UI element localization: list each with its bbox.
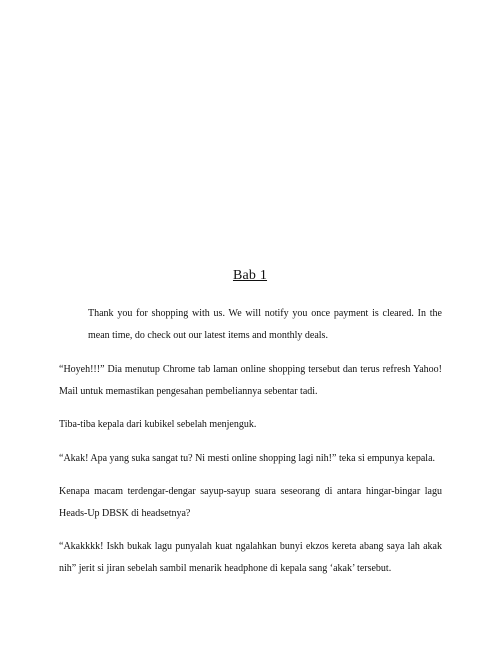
paragraph-kubikel: Tiba-tiba kepala dari kubikel sebelah menjenguk.	[59, 419, 257, 430]
paragraph-akakkkk: “Akakkkk! Iskh bukak lagu punyalah kuat ngalahkan bunyi ekzos kereta abang saya lah akak nih” jerit si jiran sebelah sambil menarik headphone di kepala sang ‘akak’ tersebut.	[59, 541, 442, 574]
paragraph-akak: “Akak! Apa yang suka sangat tu? Ni mesti online shopping lagi nih!” teka si empunya kepala.	[59, 453, 436, 464]
paragraph-order-notice: Thank you for shopping with us. We will notify you once payment is cleared. In the mean time, do check out our latest items and monthly deals.	[88, 308, 442, 341]
paragraph-kenapa: Kenapa macam terdengar-dengar sayup-sayup suara seseorang di antara hingar-bingar lagu Heads-Up DBSK di headsetnya?	[59, 486, 442, 519]
chapter-title: Bab 1	[232, 268, 268, 283]
paragraph-hoyeh: “Hoyeh!!!” Dia menutup Chrome tab laman online shopping tersebut dan terus refresh Yahoo! Mail untuk memastikan pengesahan pembeliannya sebentar tadi.	[59, 364, 442, 397]
